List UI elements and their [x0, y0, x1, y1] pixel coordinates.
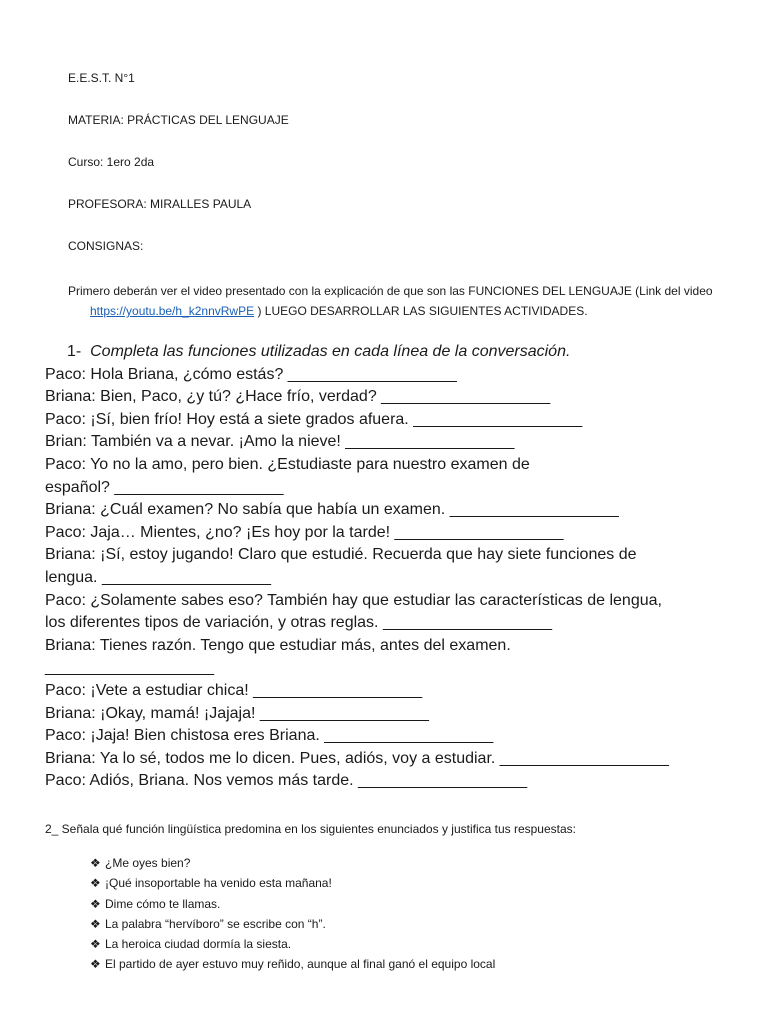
dialogue-line: Briana: ¿Cuál examen? No sabía que había un examen. ___________________ — [45, 501, 619, 519]
list-item-text: ¡Qué insoportable ha venido esta mañana! — [105, 876, 332, 891]
dialogue-line: Briana: Tienes razón. Tengo que estudiar más, antes del examen. — [45, 636, 511, 654]
dialogue-line: Brian: También va a nevar. ¡Amo la nieve! ___________________ — [45, 433, 515, 451]
list-item — [90, 914, 495, 934]
instructions-label: CONSIGNAS: — [68, 239, 144, 253]
dialogue-line: Briana: Ya lo sé, todos me lo dicen. Pues, adiós, voy a estudiar. ___________________ — [45, 749, 669, 767]
dialogue-line: Paco: ¿Solamente sabes eso? También hay que estudiar las características de lengua, — [45, 591, 662, 609]
activity-1-number: 1- — [67, 343, 82, 360]
activity-1-instruction: Completa las funciones utilizadas en cada línea de la conversación. — [90, 343, 571, 360]
dialogue-line: Paco: Hola Briana, ¿cómo estás? ___________________ — [45, 365, 457, 383]
dialogue-line: Paco: ¡Vete a estudiar chica! ___________________ — [45, 681, 423, 699]
list-item — [90, 954, 495, 974]
dialogue-lines — [45, 364, 745, 793]
activity-2-list — [90, 853, 495, 975]
dialogue-line: Briana: Bien, Paco, ¿y tú? ¿Hace frío, verdad? ___________________ — [45, 388, 551, 406]
dialogue-line: Paco: Jaja… Mientes, ¿no? ¡Es hoy por la tarde! ___________________ — [45, 523, 564, 541]
course-line: Curso: 1ero 2da — [68, 155, 155, 169]
intro-paragraph — [68, 281, 748, 321]
diamond-bullet-icon: ❖ — [90, 856, 101, 870]
list-item-text: Dime cómo te llamas. — [105, 896, 221, 911]
list-item — [90, 853, 495, 873]
list-item — [90, 894, 495, 914]
teacher-line: PROFESORA: MIRALLES PAULA — [68, 197, 252, 211]
dialogue-line: los diferentes tipos de variación, y otras reglas. ___________________ — [45, 614, 553, 632]
dialogue-line: Paco: ¡Jaja! Bien chistosa eres Briana. ___________________ — [45, 727, 494, 745]
dialogue-line: lengua. ___________________ — [45, 568, 272, 586]
intro-text: Primero deberán ver el video presentado con la explicación de que son las FUNCIONES DEL LENGUAJE (Link del video — [68, 284, 713, 298]
dialogue-line: español? ___________________ — [45, 478, 284, 496]
dialogue-line: Paco: Adiós, Briana. Nos vemos más tarde. ___________________ — [45, 772, 528, 790]
diamond-bullet-icon: ❖ — [90, 896, 101, 911]
list-item — [90, 873, 495, 893]
list-item-text: La heroica ciudad dormía la siesta. — [105, 937, 292, 952]
list-item-text: ¿Me oyes bien? — [105, 856, 191, 870]
list-item — [90, 934, 495, 954]
activity-1 — [45, 341, 745, 793]
diamond-bullet-icon: ❖ — [90, 876, 101, 891]
activity-2-title: 2_ Señala qué función lingüística predomina en los siguientes enunciados y justifica tus respuestas: — [45, 822, 576, 836]
list-item-text: La palabra “hervíboro” se escribe con “h”. — [105, 916, 326, 931]
subject-line: MATERIA: PRÁCTICAS DEL LENGUAJE — [68, 113, 289, 127]
dialogue-line: Paco: ¡Sí, bien frío! Hoy está a siete grados afuera. ___________________ — [45, 410, 583, 428]
list-item-text: El partido de ayer estuvo muy reñido, aunque al final ganó el equipo local — [105, 957, 496, 972]
dialogue-line: Paco: Yo no la amo, pero bien. ¿Estudiaste para nuestro examen de — [45, 455, 530, 473]
intro-text-after: ) LUEGO DESARROLLAR LAS SIGUIENTES ACTIVIDADES. — [254, 304, 588, 318]
dialogue-line: Briana: ¡Sí, estoy jugando! Claro que estudié. Recuerda que hay siete funciones de — [45, 546, 637, 564]
dialogue-line: ___________________ — [45, 659, 215, 677]
school-name: E.E.S.T. N°1 — [68, 71, 135, 85]
intro-second-line — [68, 301, 748, 321]
activity-1-title — [45, 341, 745, 364]
diamond-bullet-icon: ❖ — [90, 937, 101, 952]
dialogue-line: Briana: ¡Okay, mamá! ¡Jajaja! ___________________ — [45, 704, 429, 722]
video-link[interactable]: https://youtu.be/h_k2nnvRwPE — [90, 304, 255, 318]
diamond-bullet-icon: ❖ — [90, 957, 101, 972]
diamond-bullet-icon: ❖ — [90, 916, 101, 931]
